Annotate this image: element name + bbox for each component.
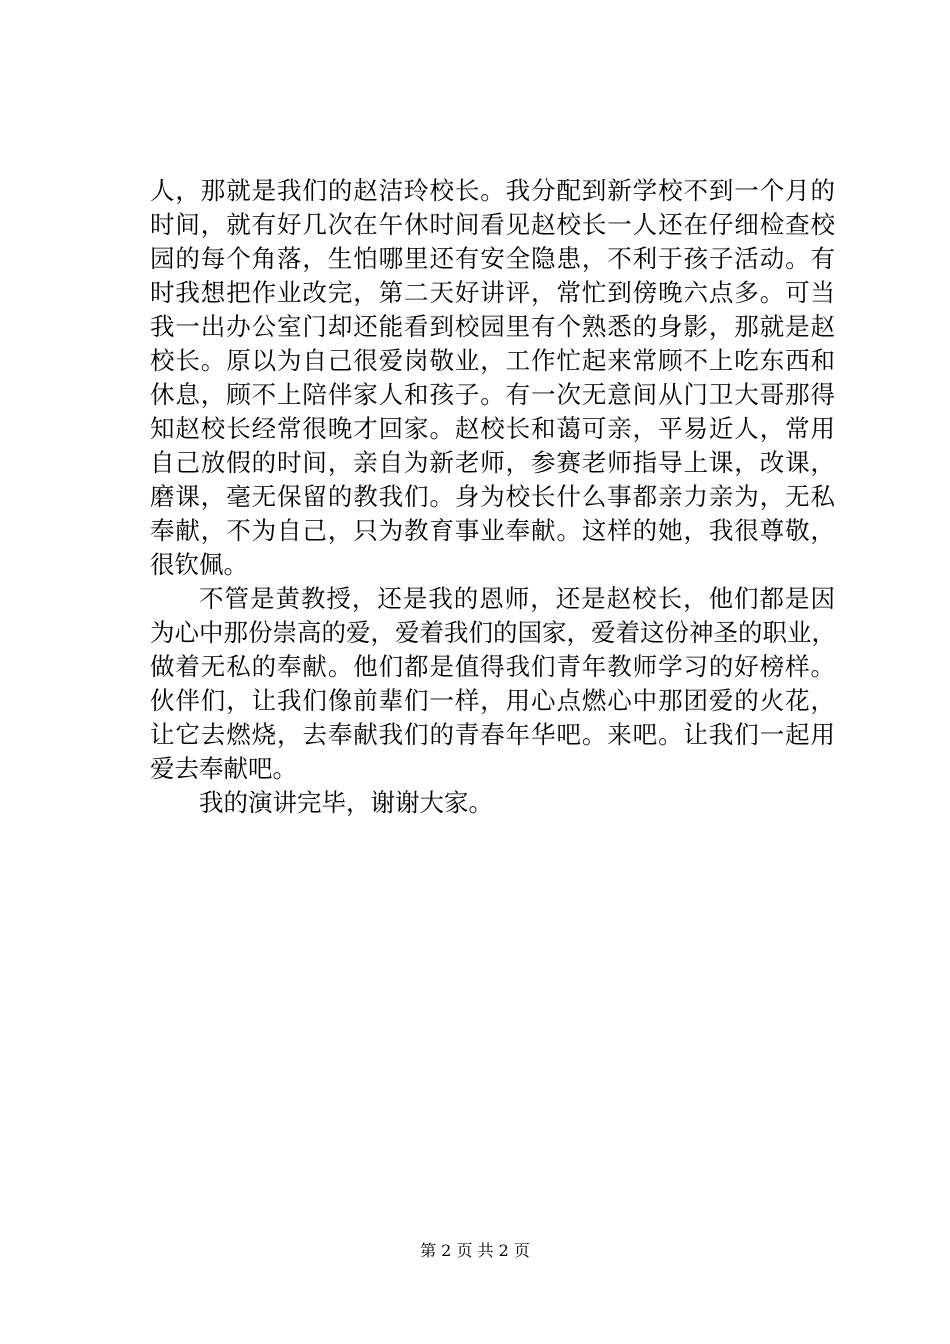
text-line: 校长。原以为自己很爱岗敬业，工作忙起来常顾不上吃东西和 xyxy=(150,346,835,375)
text-line: 知赵校长经常很晚才回家。赵校长和蔼可亲，平易近人，常用 xyxy=(150,414,835,443)
text-line: 为心中那份崇高的爱，爱着我们的国家，爱着这份神圣的职业， xyxy=(150,618,836,647)
text-line: 爱去奉献吧。 xyxy=(150,754,297,783)
text-line: 让它去燃烧，去奉献我们的青春年华吧。来吧。让我们一起用 xyxy=(150,720,835,749)
paragraph-first-line: 我的演讲完毕，谢谢大家。 xyxy=(199,788,493,817)
speech-body xyxy=(150,174,835,820)
text-line: 时我想把作业改完，第二天好讲评，常忙到傍晚六点多。可当 xyxy=(150,278,835,307)
text-line: 人，那就是我们的赵洁玲校长。我分配到新学校不到一个月的 xyxy=(150,176,835,205)
text-line: 奉献，不为自己，只为教育事业奉献。这样的她，我很尊敬， xyxy=(150,516,835,545)
text-line: 磨课，毫无保留的教我们。身为校长什么事都亲力亲为，无私 xyxy=(150,482,835,511)
text-line: 很钦佩。 xyxy=(150,550,248,579)
text-line: 园的每个角落，生怕哪里还有安全隐患，不利于孩子活动。有 xyxy=(150,244,835,273)
page-number-footer: 第 2 页 共 2 页 xyxy=(420,1241,530,1260)
text-line: 时间，就有好几次在午休时间看见赵校长一人还在仔细检查校 xyxy=(150,210,835,239)
text-line: 做着无私的奉献。他们都是值得我们青年教师学习的好榜样。 xyxy=(150,652,835,681)
text-line: 我一出办公室门却还能看到校园里有个熟悉的身影，那就是赵 xyxy=(150,312,835,341)
paragraph-first-line: 不管是黄教授，还是我的恩师，还是赵校长，他们都是因 xyxy=(199,584,835,613)
text-line: 自己放假的时间，亲自为新老师，参赛老师指导上课，改课， xyxy=(150,448,835,477)
text-line: 伙伴们，让我们像前辈们一样，用心点燃心中那团爱的火花， xyxy=(150,686,835,715)
text-line: 休息，顾不上陪伴家人和孩子。有一次无意间从门卫大哥那得 xyxy=(150,380,835,409)
